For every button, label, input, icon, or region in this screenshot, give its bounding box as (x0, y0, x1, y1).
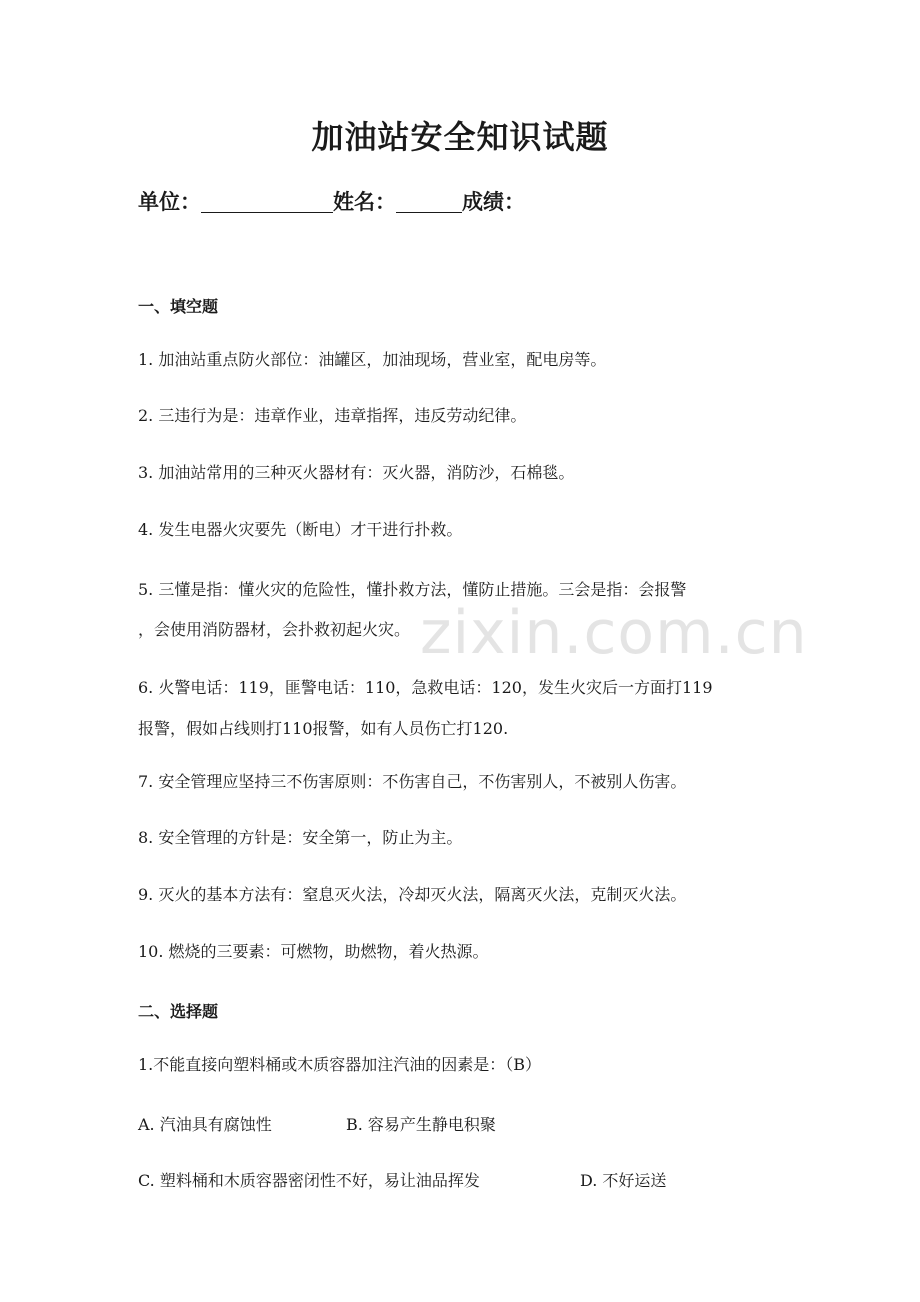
name-label: 姓名： (333, 190, 396, 214)
info-line (138, 186, 525, 216)
option-d: D. 不好运送 (580, 1171, 667, 1190)
unit-label: 单位： (138, 190, 201, 214)
option-c: C. 塑料桶和木质容器密闭性不好，易让油品挥发 (138, 1171, 480, 1190)
fill-item-9: 9. 灭火的基本方法有：窒息灭火法，冷却灭火法，隔离灭火法，克制灭火法。 (138, 885, 687, 904)
page-title: 加油站安全知识试题 (311, 118, 609, 156)
section-heading-choice: 二、选择题 (138, 1002, 219, 1021)
fill-item-7: 7. 安全管理应坚持三不伤害原则：不伤害自己，不伤害别人，不被别人伤害。 (138, 772, 687, 791)
fill-item-4: 4. 发生电器火灾要先（断电）才干进行扑救。 (138, 520, 463, 539)
section-heading-fill-in: 一、填空题 (138, 297, 219, 316)
fill-item-8: 8. 安全管理的方针是：安全第一，防止为主。 (138, 828, 463, 847)
fill-item-5-line-1: 5. 三懂是指：懂火灾的危险性，懂扑救方法，懂防止措施。三会是指：会报警 (138, 580, 687, 599)
watermark: zixin.com.cn (420, 598, 808, 668)
option-b: B. 容易产生静电积聚 (346, 1115, 496, 1134)
fill-item-6-line-1: 6. 火警电话：119，匪警电话：110，急救电话：120，发生火灾后一方面打119 (138, 678, 713, 697)
option-a: A. 汽油具有腐蚀性 (138, 1115, 272, 1134)
fill-item-2: 2. 三违行为是：违章作业，违章指挥，违反劳动纪律。 (138, 406, 527, 425)
fill-item-5-line-2: ，会使用消防器材，会扑救初起火灾。 (138, 620, 411, 639)
unit-blank (201, 190, 333, 213)
name-blank (396, 190, 462, 213)
fill-item-3: 3. 加油站常用的三种灭火器材有：灭火器，消防沙，石棉毯。 (138, 463, 575, 482)
fill-item-10: 10. 燃烧的三要素：可燃物，助燃物，着火热源。 (138, 942, 489, 961)
fill-item-6-line-2: 报警，假如占线则打110报警，如有人员伤亡打120. (138, 719, 509, 738)
choice-question-1: 1.不能直接向塑料桶或木质容器加注汽油的因素是：（B） (138, 1055, 542, 1074)
fill-item-1: 1. 加油站重点防火部位：油罐区，加油现场，营业室，配电房等。 (138, 350, 607, 369)
score-label: 成绩： (462, 190, 525, 214)
